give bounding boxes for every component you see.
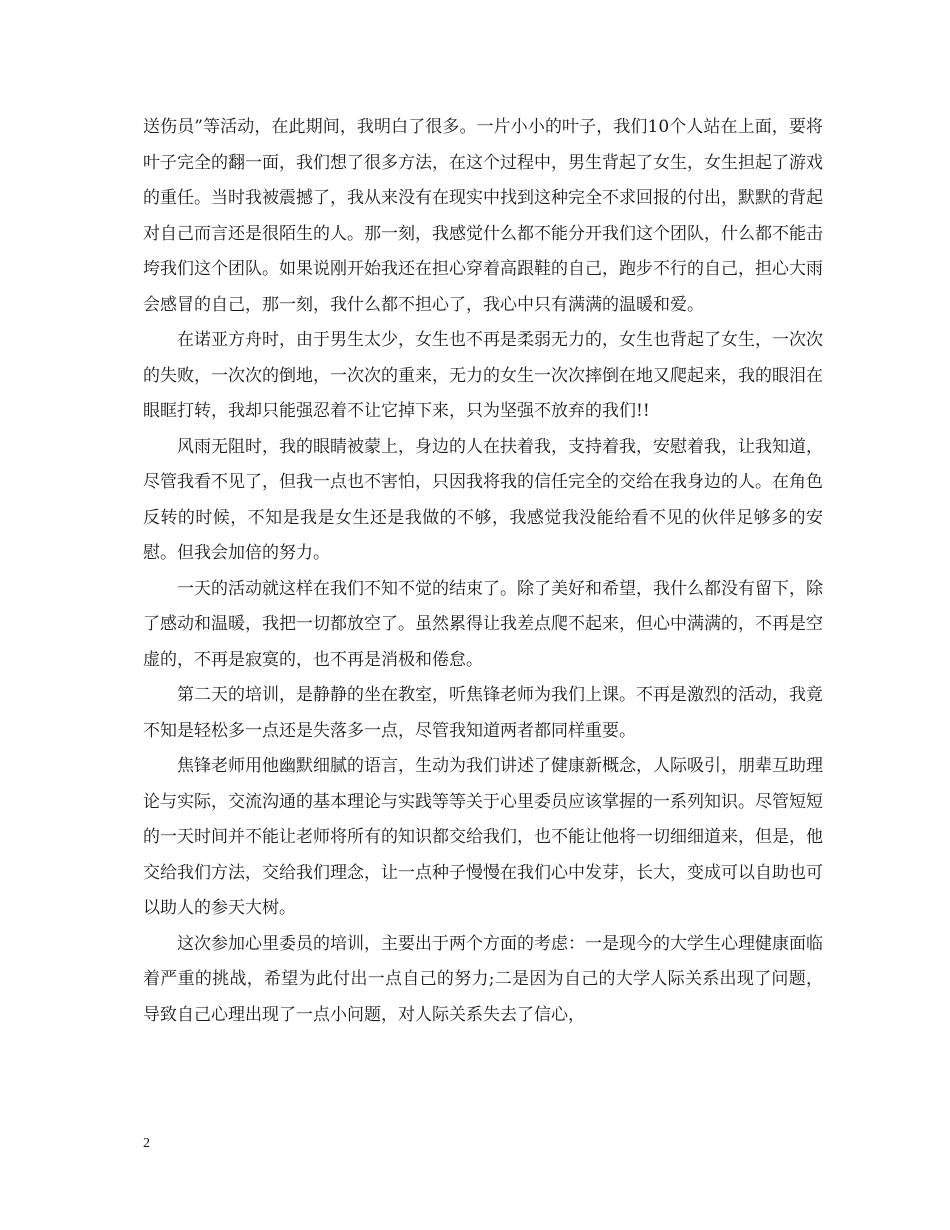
- paragraph-1: 送伤员”等活动，在此期间，我明白了很多。一片小小的叶子，我们10个人站在上面，要将叶子完全的翻一面，我们想了很多方法，在这个过程中，男生背起了女生，女生担起了游戏的重任。当时我被震撼了，我从来没有在现实中找到这种完全不求回报的付出，默默的背起对自己而言还是很陌生的人。那一刻，我感觉什么都不能分开我们这个团队，什么都不能击垮我们这个团队。如果说刚开始我还在担心穿着高跟鞋的自己，跑步不行的自己，担心大雨会感冒的自己，那一刻，我什么都不担心了，我心中只有满满的温暖和爱。: [143, 117, 823, 315]
- body-text: [143, 110, 823, 1033]
- paragraph-5: 第二天的培训，是静静的坐在教室，听焦锋老师为我们上课。不再是激烈的活动，我竟不知是轻松多一点还是失落多一点，尽管我知道两者都同样重要。: [143, 685, 823, 741]
- paragraph-7: 这次参加心里委员的培训，主要出于两个方面的考虑：一是现今的大学生心理健康面临着严重的挑战，希望为此付出一点自己的努力;二是因为自己的大学人际关系出现了问题，导致自己心理出现了一点小问题，对人际关系失去了信心，: [143, 933, 823, 1025]
- paragraph-2: 在诺亚方舟时，由于男生太少，女生也不再是柔弱无力的，女生也背起了女生，一次次的失败，一次次的倒地，一次次的重来，无力的女生一次次摔倒在地又爬起来，我的眼泪在眼眶打转，我却只能强忍着不让它掉下来，只为坚强不放弃的我们!!: [143, 330, 823, 421]
- paragraph-4: 一天的活动就这样在我们不知不觉的结束了。除了美好和希望，我什么都没有留下，除了感动和温暖，我把一切都放空了。虽然累得让我差点爬不起来，但心中满满的，不再是空虚的，不再是寂寞的，也不再是消极和倦怠。: [143, 578, 823, 670]
- page-number: 2: [143, 1136, 150, 1151]
- paragraph-3: 风雨无阻时，我的眼睛被蒙上，身边的人在扶着我，支持着我，安慰着我，让我知道，尽管我看不见了，但我一点也不害怕，只因我将我的信任完全的交给在我身边的人。在角色反转的时候，不知是我是女生还是我做的不够，我感觉我没能给看不见的伙伴足够多的安慰。但我会加倍的努力。: [143, 436, 823, 563]
- paragraph-6: 焦锋老师用他幽默细腻的语言，生动为我们讲述了健康新概念，人际吸引，朋辈互助理论与实际，交流沟通的基本理论与实践等等关于心里委员应该掌握的一系列知识。尽管短短的一天时间并不能让老师将所有的知识都交给我们，也不能让他将一切细细道来，但是，他交给我们方法，交给我们理念，让一点种子慢慢在我们心中发芽，长大，变成可以自助也可以助人的参天大树。: [143, 756, 823, 918]
